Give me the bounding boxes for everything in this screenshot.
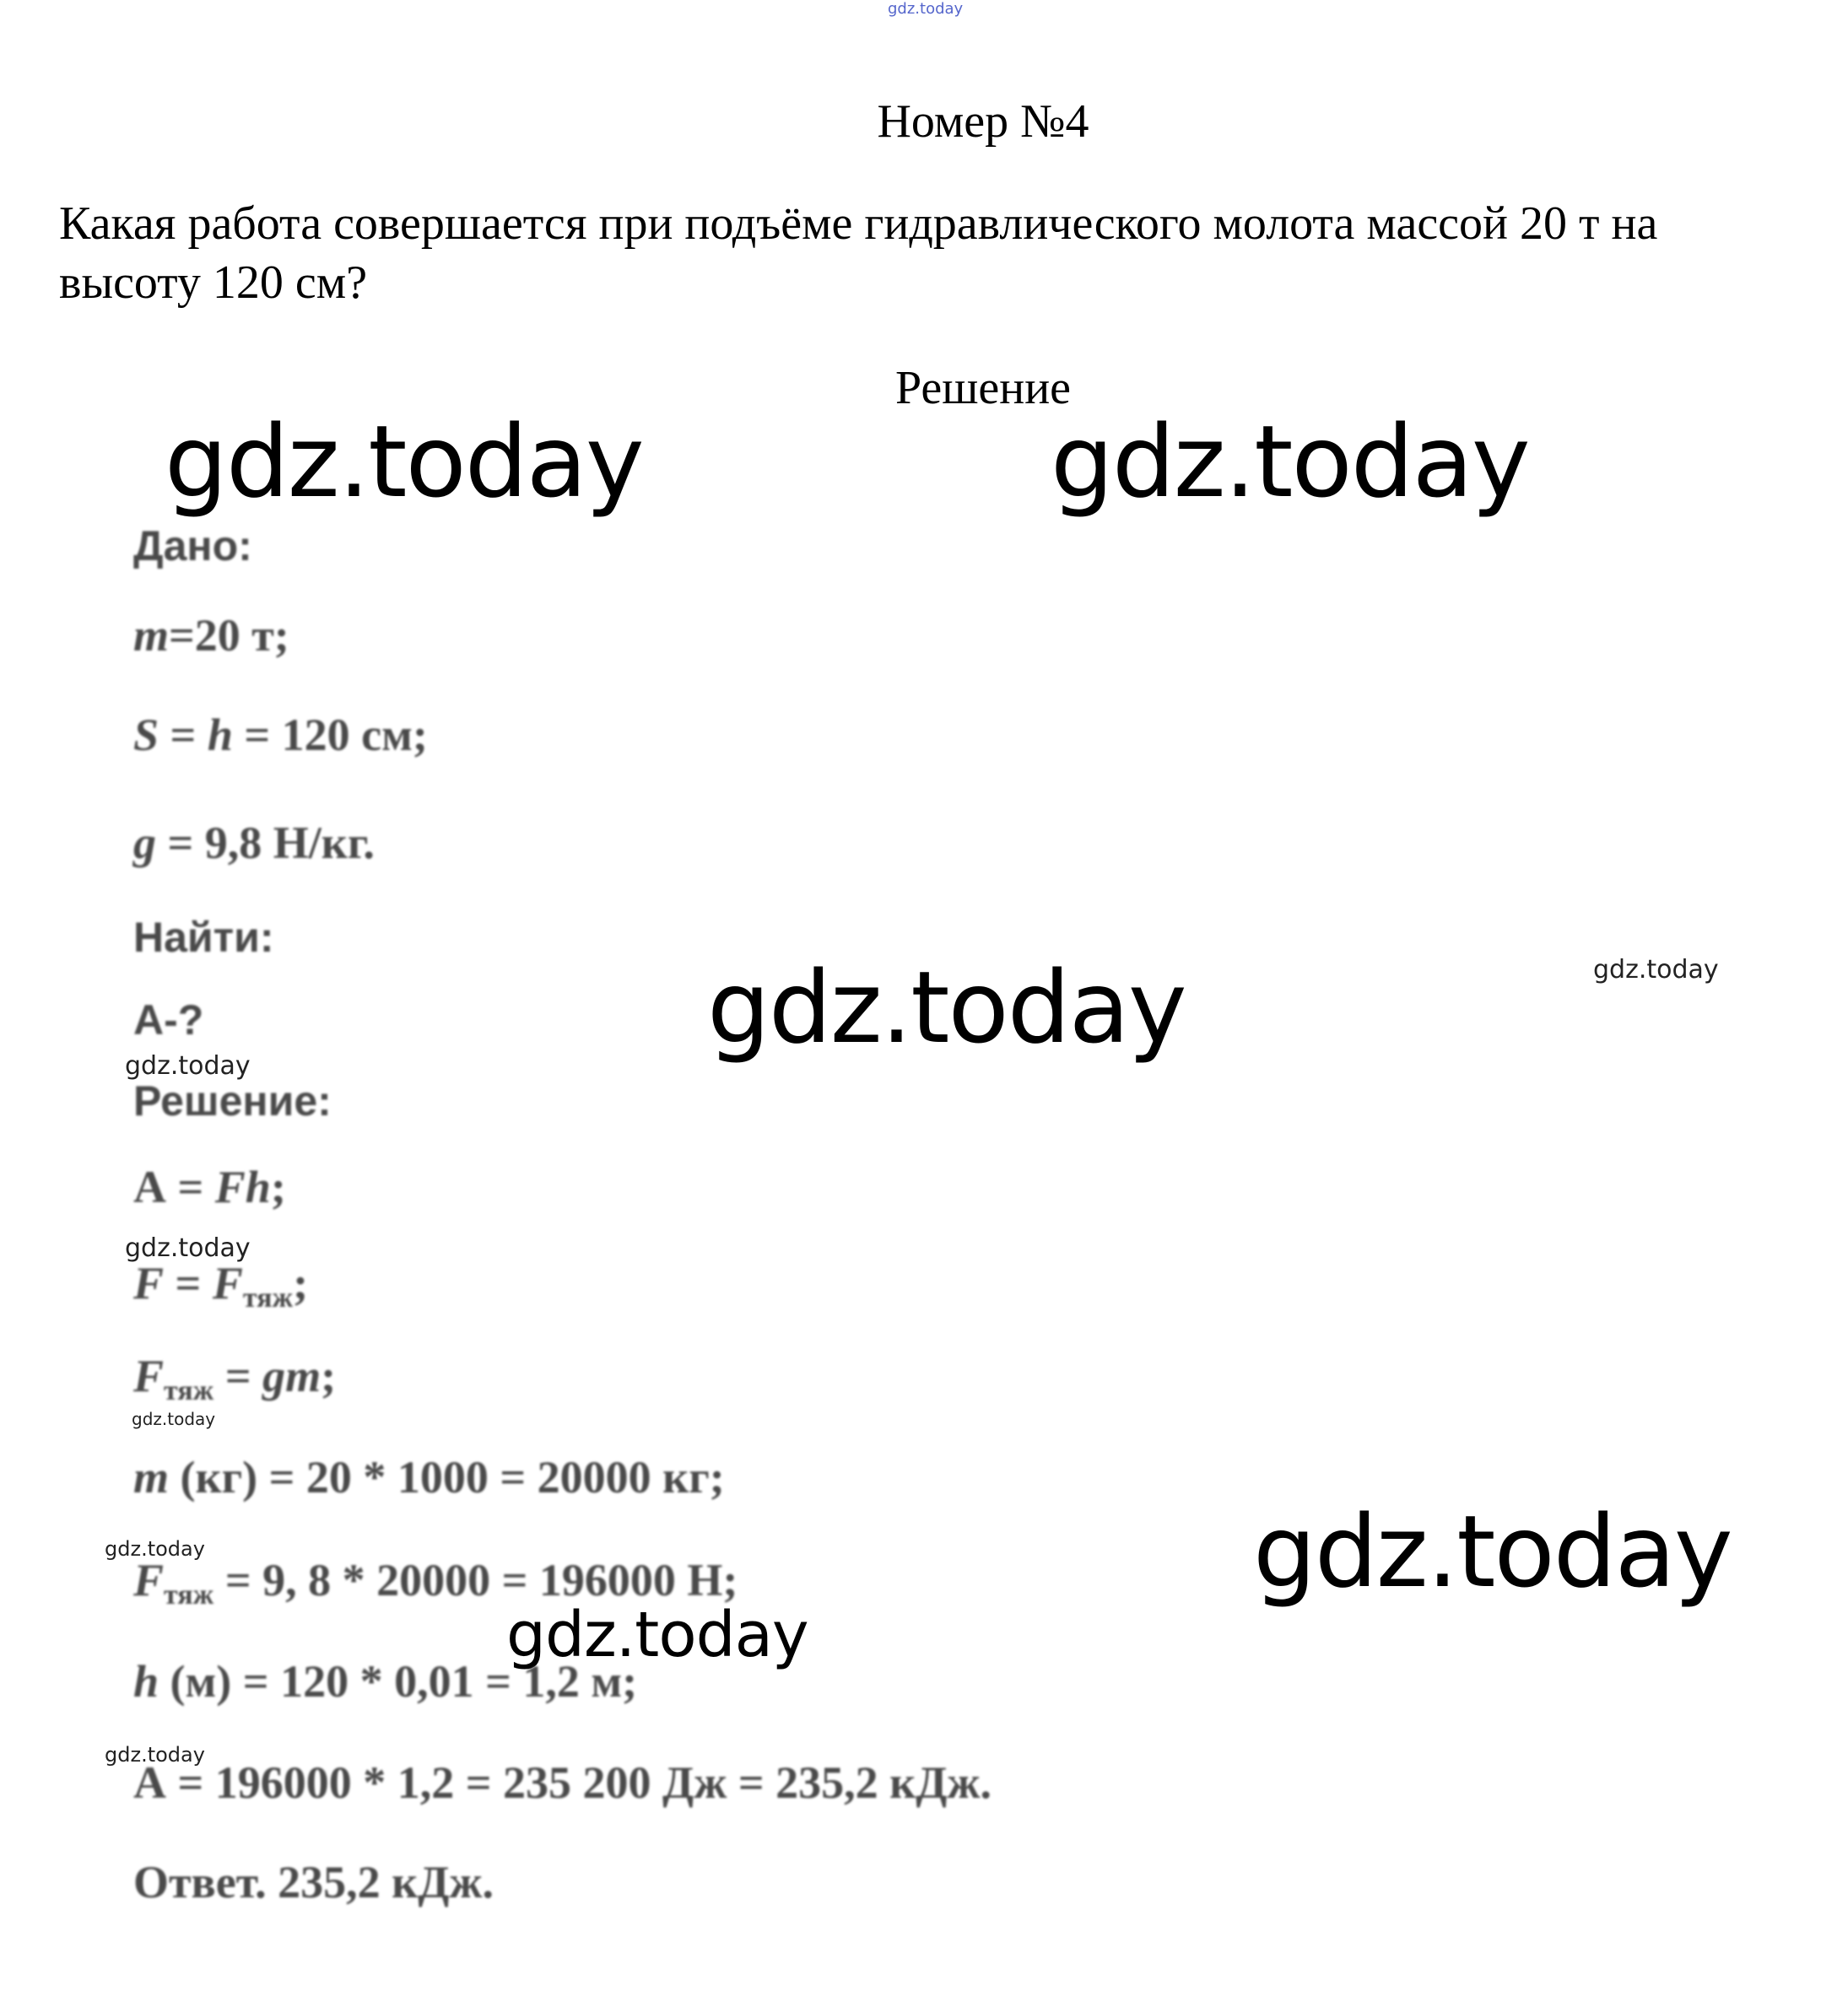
given-height	[133, 709, 428, 761]
subscript-tyazh: тяж	[164, 1375, 214, 1406]
top-watermark: gdz.today	[888, 0, 964, 18]
formula-work	[133, 1161, 286, 1213]
page-title: Номер №4	[877, 95, 1089, 148]
watermark-large-2: gdz.today	[1051, 403, 1529, 520]
solution-label: Решение:	[133, 1077, 332, 1125]
calc-height-value: (м) = 120 * 0,01 = 1,2 м;	[159, 1656, 638, 1707]
given-mass-value: =20 т;	[169, 610, 289, 661]
var-m: m	[133, 610, 170, 661]
given-label: Дано:	[133, 522, 252, 569]
formula-gravity	[133, 1350, 336, 1407]
watermark-large-3: gdz.today	[707, 949, 1186, 1066]
find-value: А-?	[133, 996, 204, 1044]
semicolon: ;	[270, 1162, 286, 1212]
semicolon: ;	[321, 1351, 337, 1401]
given-g-value: = 9,8 Н/кг.	[156, 817, 375, 868]
watermark-large-4: gdz.today	[1253, 1493, 1732, 1610]
var-h: h	[133, 1656, 159, 1707]
watermark-small-2: gdz.today	[125, 1051, 251, 1081]
var-fh: Fh	[214, 1162, 271, 1212]
var-s: S	[133, 710, 159, 760]
calc-force	[133, 1554, 738, 1611]
calc-force-value: = 9, 8 * 20000 = 196000 Н;	[213, 1555, 738, 1605]
watermark-small-3: gdz.today	[125, 1233, 251, 1263]
calc-mass-value: (кг) = 20 * 1000 = 20000 кг;	[169, 1452, 725, 1503]
var-f: F	[133, 1555, 165, 1605]
watermark-tiny-1: gdz.today	[132, 1409, 216, 1429]
equals: =	[159, 710, 208, 760]
watermark-large-1: gdz.today	[165, 403, 643, 520]
watermark-tiny-2: gdz.today	[105, 1537, 205, 1561]
var-h: h	[207, 710, 233, 760]
find-label: Найти:	[133, 914, 274, 961]
watermark-tiny-3: gdz.today	[105, 1743, 205, 1767]
var-f: F	[133, 1258, 165, 1308]
semicolon: ;	[293, 1258, 309, 1308]
question-text: Какая работа совершается при подъёме гидравлического молота массой 20 т на высоту 120 см?	[59, 197, 1658, 309]
formula-force	[133, 1257, 308, 1314]
calc-height	[133, 1655, 637, 1708]
calc-mass	[133, 1451, 725, 1503]
watermark-medium: gdz.today	[506, 1599, 808, 1671]
var-f: F	[212, 1258, 243, 1308]
subscript-tyazh: тяж	[164, 1579, 214, 1611]
var-m: m	[133, 1452, 170, 1503]
var-f: F	[133, 1351, 165, 1401]
given-mass	[133, 609, 289, 661]
given-height-value: = 120 см;	[232, 710, 428, 760]
formula-work-prefix: А =	[133, 1162, 215, 1212]
calc-work: А = 196000 * 1,2 = 235 200 Дж = 235,2 кДж.	[133, 1757, 992, 1808]
watermark-small-1: gdz.today	[1593, 955, 1719, 985]
var-g: g	[133, 817, 156, 868]
equals: =	[164, 1258, 213, 1308]
var-gm: gm	[262, 1351, 322, 1401]
solution-heading: Решение	[894, 362, 1072, 414]
given-g	[133, 817, 375, 869]
answer: Ответ. 235,2 кДж.	[133, 1857, 494, 1907]
subscript-tyazh: тяж	[242, 1282, 294, 1314]
equals: =	[213, 1351, 263, 1401]
